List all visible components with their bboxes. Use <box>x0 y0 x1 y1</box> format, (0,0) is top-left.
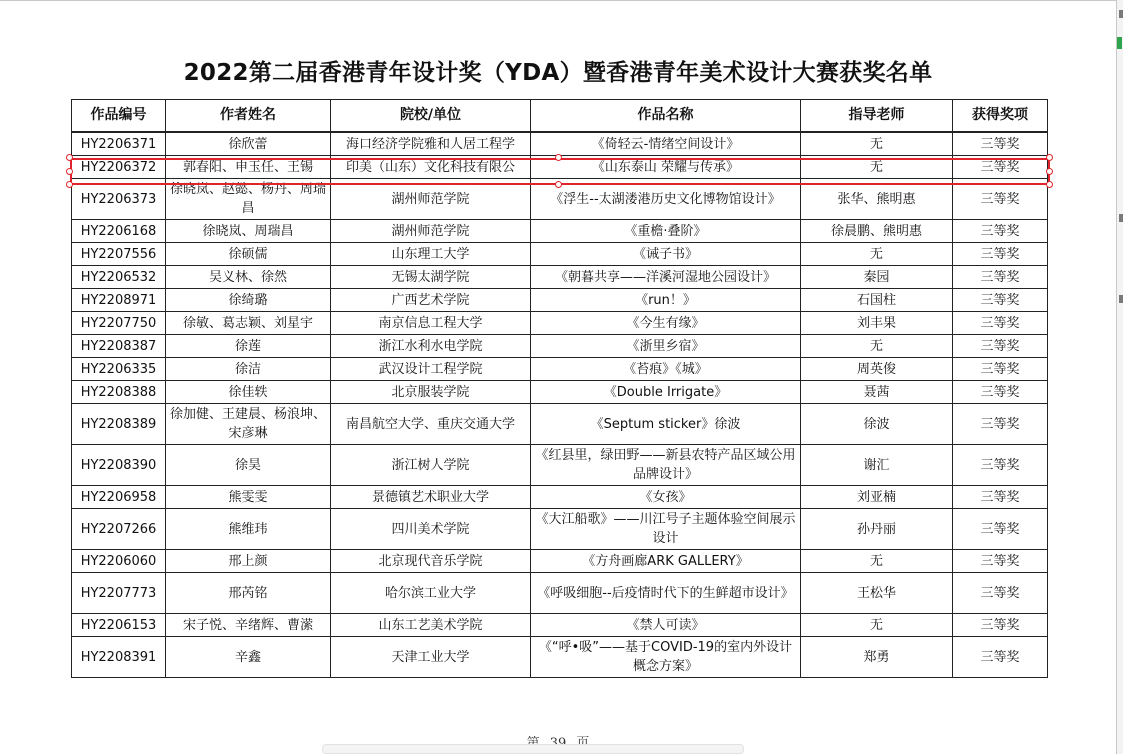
cell-work: 《方舟画廊ARK GALLERY》 <box>531 550 801 573</box>
cell-award: 三等奖 <box>953 550 1048 573</box>
cell-teacher: 孙丹丽 <box>801 509 953 550</box>
right-gutter <box>1117 0 1123 754</box>
column-header-id: 作品编号 <box>72 100 166 133</box>
cell-school: 哈尔滨工业大学 <box>331 573 531 614</box>
table-row[interactable] <box>72 486 1048 509</box>
column-header-work: 作品名称 <box>531 100 801 133</box>
cell-award: 三等奖 <box>953 220 1048 243</box>
cell-school: 山东工艺美术学院 <box>331 614 531 637</box>
cell-school: 浙江水利水电学院 <box>331 335 531 358</box>
cell-teacher: 王松华 <box>801 573 953 614</box>
cell-author: 辛鑫 <box>166 637 331 678</box>
cell-teacher: 徐波 <box>801 404 953 445</box>
cell-id: HY2207266 <box>72 509 166 550</box>
table-row[interactable] <box>72 266 1048 289</box>
cell-school: 四川美术学院 <box>331 509 531 550</box>
column-header-school: 院校/单位 <box>331 100 531 133</box>
cell-author: 宋子悦、辛绪辉、曹潆 <box>166 614 331 637</box>
cell-teacher: 郑勇 <box>801 637 953 678</box>
cell-id: HY2207556 <box>72 243 166 266</box>
award-table-body <box>72 132 1048 678</box>
cell-school: 景德镇艺术职业大学 <box>331 486 531 509</box>
cell-teacher: 无 <box>801 550 953 573</box>
cell-teacher: 刘亚楠 <box>801 486 953 509</box>
cell-id: HY2206371 <box>72 132 166 156</box>
cell-teacher: 周英俊 <box>801 358 953 381</box>
cell-author: 邢上颜 <box>166 550 331 573</box>
cell-work: 《呼吸细胞--后疫情时代下的生鲜超市设计》 <box>531 573 801 614</box>
table-row[interactable] <box>72 637 1048 678</box>
cell-award: 三等奖 <box>953 289 1048 312</box>
cell-school: 广西艺术学院 <box>331 289 531 312</box>
cell-award: 三等奖 <box>953 637 1048 678</box>
selection-handle-middle-left[interactable] <box>66 168 73 175</box>
horizontal-scrollbar[interactable] <box>322 744 744 754</box>
selection-handle-top-middle[interactable] <box>555 154 562 161</box>
cell-teacher: 无 <box>801 243 953 266</box>
table-row[interactable] <box>72 358 1048 381</box>
cell-school: 北京服装学院 <box>331 381 531 404</box>
cell-school: 湖州师范学院 <box>331 220 531 243</box>
cell-award: 三等奖 <box>953 486 1048 509</box>
cell-teacher: 刘丰果 <box>801 312 953 335</box>
table-row[interactable] <box>72 220 1048 243</box>
cell-teacher: 徐晨鹏、熊明惠 <box>801 220 953 243</box>
cell-school: 海口经济学院雅和人居工程学 <box>331 132 531 156</box>
cell-work: 《重檐·叠阶》 <box>531 220 801 243</box>
cell-teacher: 张华、熊明惠 <box>801 179 953 220</box>
gutter-marker <box>1119 214 1123 222</box>
selection-handle-bottom-middle[interactable] <box>555 181 562 188</box>
cell-school: 印美（山东）文化科技有限公 <box>331 156 531 179</box>
cell-award: 三等奖 <box>953 156 1048 179</box>
cell-work: 《苔痕》《城》 <box>531 358 801 381</box>
cell-school: 南京信息工程大学 <box>331 312 531 335</box>
cell-id: HY2208387 <box>72 335 166 358</box>
cell-award: 三等奖 <box>953 614 1048 637</box>
column-header-teacher: 指导老师 <box>801 100 953 133</box>
selection-handle-top-right[interactable] <box>1046 154 1053 161</box>
cell-author: 徐硕儒 <box>166 243 331 266</box>
cell-work: 《诫子书》 <box>531 243 801 266</box>
table-row[interactable] <box>72 404 1048 445</box>
selection-handle-middle-right[interactable] <box>1046 168 1053 175</box>
cell-award: 三等奖 <box>953 358 1048 381</box>
cell-id: HY2206153 <box>72 614 166 637</box>
cell-author: 徐昊 <box>166 445 331 486</box>
cell-award: 三等奖 <box>953 335 1048 358</box>
column-header-award: 获得奖项 <box>953 100 1048 133</box>
cell-work: 《朝暮共享——洋溪河湿地公园设计》 <box>531 266 801 289</box>
cell-school: 湖州师范学院 <box>331 179 531 220</box>
cell-id: HY2207773 <box>72 573 166 614</box>
cell-id: HY2206168 <box>72 220 166 243</box>
gutter-green-marker <box>1117 37 1122 49</box>
table-row[interactable] <box>72 550 1048 573</box>
cell-id: HY2206060 <box>72 550 166 573</box>
cell-id: HY2206372 <box>72 156 166 179</box>
cell-teacher: 聂茜 <box>801 381 953 404</box>
table-row[interactable] <box>72 335 1048 358</box>
cell-award: 三等奖 <box>953 404 1048 445</box>
cell-id: HY2208391 <box>72 637 166 678</box>
cell-school: 武汉设计工程学院 <box>331 358 531 381</box>
table-row[interactable] <box>72 312 1048 335</box>
cell-work: 《run！》 <box>531 289 801 312</box>
cell-work: 《浮生--太湖溇港历史文化博物馆设计》 <box>531 179 801 220</box>
cell-school: 南昌航空大学、重庆交通大学 <box>331 404 531 445</box>
cell-teacher: 秦园 <box>801 266 953 289</box>
cell-work: 《倚轻云-情绪空间设计》 <box>531 132 801 156</box>
page-top-border <box>0 0 1116 1</box>
cell-work: 《女孩》 <box>531 486 801 509</box>
cell-teacher: 无 <box>801 614 953 637</box>
cell-teacher: 石国柱 <box>801 289 953 312</box>
cell-work: 《山东泰山 荣耀与传承》 <box>531 156 801 179</box>
column-header-author: 作者姓名 <box>166 100 331 133</box>
cell-author: 熊维玮 <box>166 509 331 550</box>
table-row[interactable] <box>72 573 1048 614</box>
cell-award: 三等奖 <box>953 266 1048 289</box>
cell-work: 《禁人可读》 <box>531 614 801 637</box>
cell-work: 《Double Irrigate》 <box>531 381 801 404</box>
cell-award: 三等奖 <box>953 445 1048 486</box>
cell-award: 三等奖 <box>953 179 1048 220</box>
cell-award: 三等奖 <box>953 381 1048 404</box>
cell-id: HY2206373 <box>72 179 166 220</box>
selection-handle-bottom-right[interactable] <box>1046 181 1053 188</box>
cell-author: 熊雯雯 <box>166 486 331 509</box>
cell-work: 《大江船歌》——川江号子主题体验空间展示设计 <box>531 509 801 550</box>
cell-id: HY2208390 <box>72 445 166 486</box>
cell-author: 郭春阳、申玉任、王锡 <box>166 156 331 179</box>
table-row[interactable] <box>72 243 1048 266</box>
selection-handle-bottom-left[interactable] <box>66 181 73 188</box>
cell-work: 《浙里乡宿》 <box>531 335 801 358</box>
cell-id: HY2208388 <box>72 381 166 404</box>
gutter-marker <box>1119 10 1123 18</box>
table-header-row <box>72 100 1048 133</box>
cell-school: 浙江树人学院 <box>331 445 531 486</box>
cell-award: 三等奖 <box>953 509 1048 550</box>
cell-work: 《“呼•吸”——基于COVID-19的室内外设计概念方案》 <box>531 637 801 678</box>
document-title: 2022第二届香港青年设计奖（YDA）暨香港青年美术设计大赛获奖名单 <box>183 60 933 86</box>
cell-author: 吴义林、徐然 <box>166 266 331 289</box>
cell-author: 徐莲 <box>166 335 331 358</box>
cell-award: 三等奖 <box>953 243 1048 266</box>
cell-teacher: 无 <box>801 335 953 358</box>
cell-award: 三等奖 <box>953 132 1048 156</box>
cell-teacher: 无 <box>801 156 953 179</box>
cell-id: HY2208971 <box>72 289 166 312</box>
selection-handle-top-left[interactable] <box>66 154 73 161</box>
table-row[interactable] <box>72 132 1048 156</box>
cell-author: 徐佳轶 <box>166 381 331 404</box>
cell-id: HY2206335 <box>72 358 166 381</box>
cell-school: 山东理工大学 <box>331 243 531 266</box>
cell-author: 徐绮璐 <box>166 289 331 312</box>
cell-author: 徐敏、葛志颖、刘星宇 <box>166 312 331 335</box>
cell-work: 《Septum sticker》徐波 <box>531 404 801 445</box>
cell-school: 无锡太湖学院 <box>331 266 531 289</box>
cell-id: HY2207750 <box>72 312 166 335</box>
table-row[interactable] <box>72 509 1048 550</box>
cell-work: 《红县里，绿田野——新县农特产品区域公用品牌设计》 <box>531 445 801 486</box>
cell-author: 徐欣蕾 <box>166 132 331 156</box>
cell-teacher: 无 <box>801 132 953 156</box>
table-row[interactable] <box>72 289 1048 312</box>
cell-school: 天津工业大学 <box>331 637 531 678</box>
gutter-marker <box>1119 295 1123 303</box>
table-row[interactable] <box>72 614 1048 637</box>
cell-author: 邢芮铭 <box>166 573 331 614</box>
cell-award: 三等奖 <box>953 312 1048 335</box>
cell-school: 北京现代音乐学院 <box>331 550 531 573</box>
cell-award: 三等奖 <box>953 573 1048 614</box>
cell-teacher: 谢汇 <box>801 445 953 486</box>
cell-author: 徐晓岚、赵懿、杨丹、周瑞昌 <box>166 179 331 220</box>
cell-id: HY2208389 <box>72 404 166 445</box>
cell-id: HY2206958 <box>72 486 166 509</box>
table-row[interactable] <box>72 381 1048 404</box>
cell-id: HY2206532 <box>72 266 166 289</box>
cell-author: 徐晓岚、周瑞昌 <box>166 220 331 243</box>
cell-work: 《今生有缘》 <box>531 312 801 335</box>
cell-author: 徐加健、王建晨、杨浪坤、宋彦琳 <box>166 404 331 445</box>
table-row[interactable] <box>72 445 1048 486</box>
cell-author: 徐洁 <box>166 358 331 381</box>
